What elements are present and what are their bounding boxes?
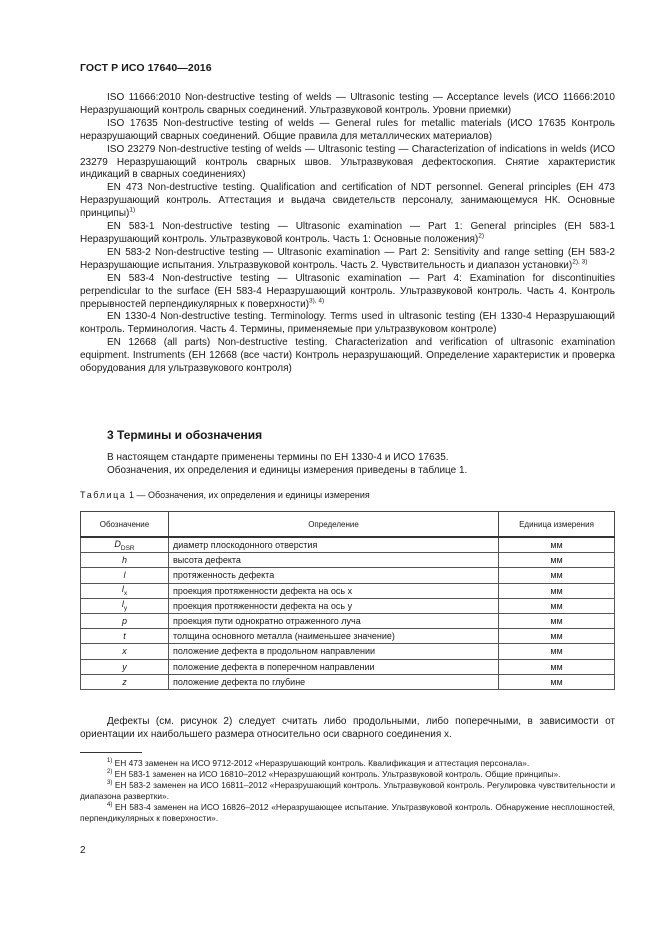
reference-item: ISO 11666:2010 Non-destructive testing of welds — Ultrasonic testing — Acceptance levels (ИСО 11666:2010 Неразрушающий контроль сварных соединений. Ультразвуковой контроль. Уровни приемки) [80, 92, 615, 116]
symbol-subscript: y [123, 605, 128, 613]
cell-unit: мм [499, 644, 615, 659]
reference-item: EN 1330-4 Non-destructive testing. Terminology. Terms used in ultrasonic testing (ЕН 1330-4 Неразрушающий контроль. Терминология. Часть 4. Термины, применяемые при ультразвуковом контроле) [80, 311, 615, 336]
symbol-subscript: x [123, 590, 128, 598]
cell-symbol: t [81, 629, 169, 644]
footnote: $^{1)}$ ЕН 473 заменен на ИСО 9712-2012 «Неразрушающий контроль. Квалификация и аттестация персонала». [107, 758, 530, 768]
cell-definition: диаметр плоскодонного отверстия [169, 537, 499, 553]
footnote: $^{3)}$ ЕН 583-2 заменен на ИСО 16811–2012 «Неразрушающий контроль. Ультразвуковой контроль. Регулировка чувствительности и диапазона развертки». [80, 780, 615, 801]
footnote: $^{2)}$ ЕН 583-1 заменен на ИСО 16810–2012 «Неразрушающий контроль. Ультразвуковой контроль. Общие принципы». [107, 769, 561, 779]
cell-definition: проекция протяженности дефекта на ось x [169, 583, 499, 598]
cell-definition: проекция протяженности дефекта на ось y [169, 598, 499, 613]
reference-item: EN 583-1 Non-destructive testing — Ultrasonic examination — Part 1: General principles (ЕН 583-1 Неразрушающий контроль. Ультразвуковой контроль. Часть 1: Основные положения)$^{2)}$ [80, 221, 615, 245]
symbol-subscript: DSR [120, 544, 135, 552]
table-row [81, 644, 615, 659]
intro-paragraph: Обозначения, их определения и единицы измерения приведены в таблице 1. [107, 464, 468, 476]
cell-definition: положение дефекта в продольном направлении [169, 644, 499, 659]
cell-definition: проекция пути однократно отраженного луча [169, 613, 499, 628]
reference-item: ISO 17635 Non-destructive testing of welds — General rules for metallic materials (ИСО 17635 Контроль неразрушающий сварных соединений. Общие правила для металлических материалов) [80, 117, 615, 142]
reference-item: ISO 23279 Non-destructive testing of welds — Ultrasonic testing — Characterization of indications in welds (ИСО 23279 Неразрушающий контроль сварных швов. Ультразвуковая дефектоскопия. Снятие характеристик индикаций в сварных соединениях) [80, 143, 615, 181]
cell-symbol: $l_y$ [81, 598, 169, 613]
table-row [81, 613, 615, 628]
footnotes [80, 758, 615, 824]
cell-definition: высота дефекта [169, 553, 499, 568]
footnote-mark: 1) [129, 206, 136, 214]
table-row [81, 674, 615, 689]
table-caption: Таблица 1 — Обозначения, их определения и единицы измерения [80, 490, 370, 500]
cell-unit: мм [499, 553, 615, 568]
table-row [81, 583, 615, 598]
table-row [81, 629, 615, 644]
cell-symbol: $D_{DSR}$ [81, 537, 169, 553]
footnote-mark: 2), 3) [572, 258, 588, 266]
cell-unit: мм [499, 629, 615, 644]
header-symbol: Обозначение [81, 512, 169, 538]
cell-symbol: y [81, 659, 169, 674]
footnote-mark: 3), 4) [309, 297, 325, 305]
table-row [81, 598, 615, 613]
footnote-mark: 2) [478, 232, 484, 240]
cell-symbol: $l_x$ [81, 583, 169, 598]
section-title: 3 Термины и обозначения [107, 428, 263, 442]
header-definition: Определение [169, 512, 499, 538]
cell-unit: мм [499, 659, 615, 674]
header-unit: Единица измерения [499, 512, 615, 538]
cell-symbol: h [81, 553, 169, 568]
cell-unit: мм [499, 674, 615, 689]
cell-definition: протяженность дефекта [169, 568, 499, 583]
table-row [81, 553, 615, 568]
cell-definition: толщина основного металла (наименьшее значение) [169, 629, 499, 644]
cell-unit: мм [499, 613, 615, 628]
cell-unit: мм [499, 598, 615, 613]
normative-references [80, 92, 615, 376]
reference-item: EN 583-4 Non-destructive testing — Ultrasonic examination — Part 4: Examination for discontinuities perpendicular to the surface (ЕН 583-4 Неразрушающий контроль. Ультразвуковой контроль. Часть 4. Контроль прерывностей перпендикулярных к поверхности)$^{3), 4)}$ [80, 272, 615, 310]
symbols-table [80, 511, 615, 690]
defects-paragraph: Дефекты (см. рисунок 2) следует считать либо продольными, либо поперечными, в зависимости от ориентации их наибольшего размера относительно оси сварного соединения x. [80, 716, 615, 740]
reference-item: EN 473 Non-destructive testing. Qualification and certification of NDT personnel. General principles (ЕН 473 Неразрушающий контроль. Аттестация и выдача свидетельств персоналу, занимающемуся НК. Основные принципы)$^{1)}$ [80, 182, 615, 220]
section-intro [80, 452, 615, 478]
table-header-row [81, 512, 615, 538]
cell-symbol: z [81, 674, 169, 689]
cell-symbol: p [81, 613, 169, 628]
cell-unit: мм [499, 568, 615, 583]
table-row [81, 537, 615, 553]
table-body [81, 537, 615, 689]
intro-paragraph: В настоящем стандарте применены термины по ЕН 1330-4 и ИСО 17635. [107, 452, 449, 463]
page-number: 2 [80, 845, 86, 856]
footnote-separator [80, 752, 142, 753]
table-row [81, 659, 615, 674]
table-row [81, 568, 615, 583]
cell-symbol: l [81, 568, 169, 583]
cell-definition: положение дефекта по глубине [169, 674, 499, 689]
cell-symbol: x [81, 644, 169, 659]
reference-item: EN 12668 (all parts) Non-destructive testing. Characterization and verification of ultrasonic examination equipment. Instruments (ЕН 12668 (все части) Контроль неразрушающий. Определение характеристик и проверка оборудования для ультразвукового контроля) [80, 337, 615, 375]
reference-item: EN 583-2 Non-destructive testing — Ultrasonic examination — Part 2: Sensitivity and range setting (ЕН 583-2 Неразрушающие испытания. Ультразвуковой контроль. Часть 2. Чувствительность и диапазон установки)$^{2), 3)}$ [80, 246, 615, 271]
cell-unit: мм [499, 583, 615, 598]
cell-definition: положение дефекта в поперечном направлении [169, 659, 499, 674]
document-header: ГОСТ Р ИСО 17640—2016 [80, 62, 212, 74]
footnote: $^{4)}$ ЕН 583-4 заменен на ИСО 16826–2012 «Неразрушающее испытание. Ультразвуковой контроль. Обнаружение несплошностей, перпендикулярных к поверхности». [80, 802, 615, 823]
cell-unit: мм [499, 537, 615, 553]
